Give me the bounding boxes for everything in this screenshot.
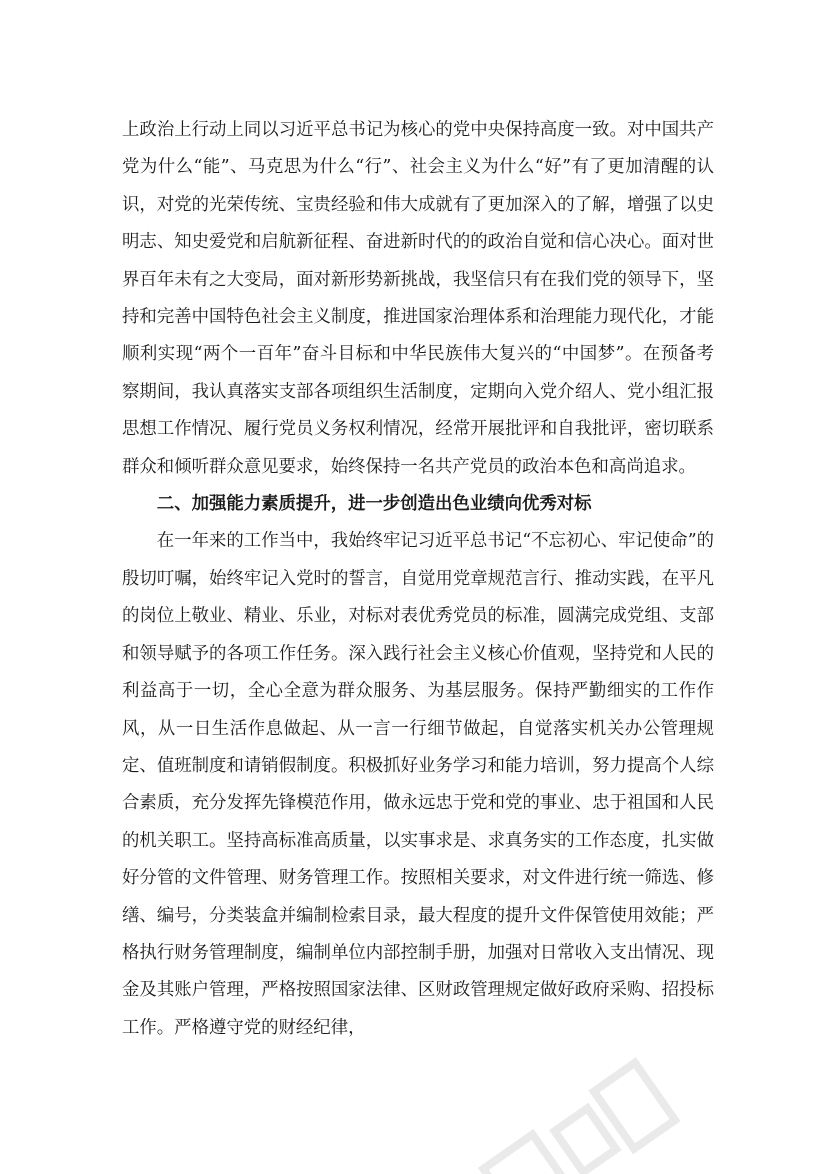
section-heading: 二、加强能力素质提升，进一步创造出色业绩向优秀对标 xyxy=(156,494,592,515)
paragraph-continuation: 上政治上行动上同以习近平总书记为核心的党中央保持高度一致。对中国共产党为什么“能”、马克思为什么“行”、社会主义为什么“好”有了更加清醒的认识，对党的光荣传统、宝贵经验和伟大成就有了更加深入的了解，增强了以史明志、知史爱党和启航新征程、奋进新时代的的政治自觉和信心决心。面对世界百年未有之大变局，面对新形势新挑战，我坚信只有在我们党的领导下，坚持和完善中国特色社会主义制度，推进国家治理体系和治理能力现代化，才能顺利实现“两个一百年”奋斗目标和中华民族伟大复兴的“中国梦”。在预备考察期间，我认真落实支部各项组织生活制度，定期向入党介绍人、党小组汇报思想工作情况、履行党员义务权利情况，经常开展批评和自我批评，密切联系群众和倾听群众意见要求，始终保持一名共产党员的政治本色和高尚追求。 xyxy=(122,120,714,477)
document-body xyxy=(122,112,714,1047)
watermark-logo-icon xyxy=(455,1038,704,1174)
paragraph-body: 在一年来的工作当中，我始终牢记习近平总书记“不忘初心、牢记使命”的殷切叮嘱，始终牢记入党时的誓言，自觉用党章规范言行、推动实践，在平凡的岗位上敬业、精业、乐业，对标对表优秀党员的标准，圆满完成党组、支部和领导赋予的各项工作任务。深入践行社会主义核心价值观，坚持党和人民的利益高于一切，全心全意为群众服务、为基层服务。保持严勤细实的工作作风，从一日生活作息做起、从一言一行细节做起，自觉落实机关办公管理规定、值班制度和请销假制度。积极抓好业务学习和能力培训，努力提高个人综合素质，充分发挥先锋模范作用，做永远忠于党和党的事业、忠于祖国和人民的机关职工。坚持高标准高质量，以实事求是、求真务实的工作态度，扎实做好分管的文件管理、财务管理工作。按照相关要求，对文件进行统一筛选、修缮、编号，分类装盒并编制检索目录，最大程度的提升文件保管使用效能；严格执行财务管理制度，编制单位内部控制手册，加强对日常收入支出情况、现金及其账户管理，严格按照国家法律、区财政管理规定做好政府采购、招投标工作。严格遵守党的财经纪律， xyxy=(122,531,714,1038)
